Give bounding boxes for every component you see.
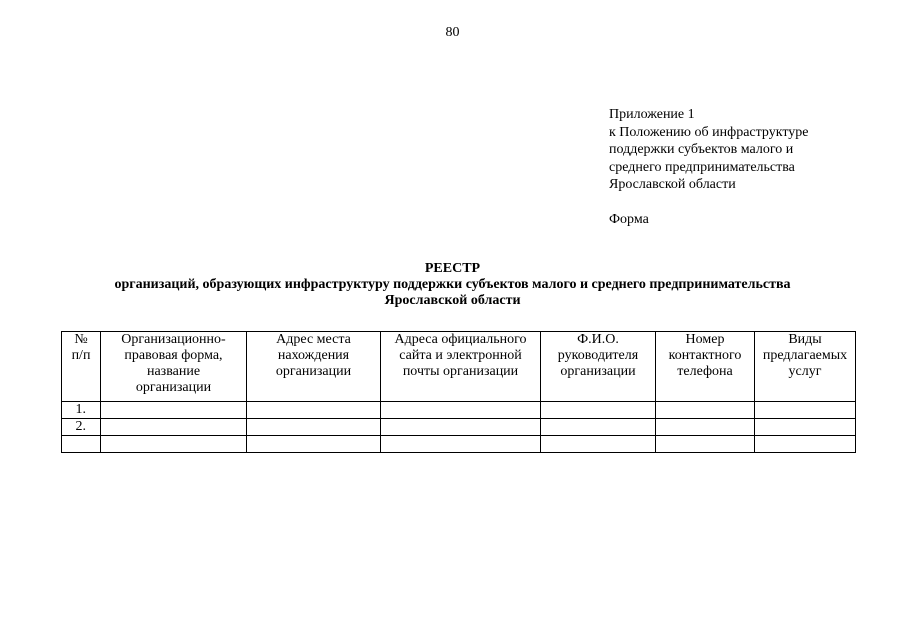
row-number-cell <box>62 436 101 453</box>
header-line: руководителя <box>557 348 639 363</box>
appendix-line: среднего предпринимательства <box>609 159 795 175</box>
title-heading: РЕЕСТР <box>424 261 481 276</box>
header-line: организации <box>275 364 352 379</box>
table-cell <box>247 436 381 453</box>
title-subtitle: организаций, образующих инфраструктуру поддержки субъектов малого и среднего предпринимательства <box>114 277 791 292</box>
title-region: Ярославской области <box>384 293 521 308</box>
header-address <box>247 332 381 402</box>
table-row <box>62 419 856 436</box>
header-line: телефона <box>677 364 733 379</box>
document-title <box>40 261 865 309</box>
header-director-name <box>541 332 656 402</box>
header-number <box>62 332 101 402</box>
table-cell <box>541 402 656 419</box>
header-line: Адрес места <box>276 332 351 347</box>
table-cell <box>381 436 541 453</box>
header-legal-form-name <box>101 332 247 402</box>
header-line: название <box>146 364 201 379</box>
table-cell <box>247 419 381 436</box>
page-number: 80 <box>445 25 460 40</box>
table-cell <box>247 402 381 419</box>
header-line: организации <box>135 380 212 395</box>
header-line: Виды <box>788 332 822 347</box>
header-line: п/п <box>71 348 91 363</box>
header-line: нахождения <box>277 348 350 363</box>
appendix-line: Приложение 1 <box>609 107 695 122</box>
table-cell <box>656 419 755 436</box>
table-row <box>62 436 856 453</box>
header-website-email <box>381 332 541 402</box>
header-line: предлагаемых <box>762 348 848 363</box>
appendix-line: к Положению об инфраструктуре <box>609 124 809 140</box>
header-line: почты организации <box>402 364 519 379</box>
table-cell <box>541 419 656 436</box>
header-line: № <box>74 332 88 347</box>
table-cell <box>656 436 755 453</box>
header-phone <box>656 332 755 402</box>
table-cell <box>755 402 856 419</box>
table-cell <box>755 436 856 453</box>
table-cell <box>656 402 755 419</box>
table-cell <box>541 436 656 453</box>
table-body <box>62 402 856 453</box>
form-label: Форма <box>609 212 649 227</box>
header-services <box>755 332 856 402</box>
appendix-line: Ярославской области <box>609 177 736 192</box>
appendix-line: поддержки субъектов малого и <box>609 142 794 157</box>
registry-table <box>61 331 856 453</box>
header-line: сайта и электронной <box>399 348 522 363</box>
header-line: Ф.И.О. <box>577 332 619 347</box>
row-number-cell: 1. <box>62 402 101 419</box>
table-header-row <box>62 332 856 402</box>
header-line: правовая форма, <box>124 348 223 363</box>
table-cell <box>381 419 541 436</box>
table-cell <box>101 436 247 453</box>
header-line: Адреса официального <box>394 332 527 347</box>
table-cell <box>101 419 247 436</box>
table-row <box>62 402 856 419</box>
table-cell <box>755 419 856 436</box>
header-line: Номер <box>685 332 725 347</box>
header-line: Организационно- <box>121 332 226 347</box>
header-line: услуг <box>788 364 822 379</box>
header-line: контактного <box>668 348 742 363</box>
header-line: организации <box>560 364 636 379</box>
table-cell <box>101 402 247 419</box>
table-cell <box>381 402 541 419</box>
row-number-cell: 2. <box>62 419 101 436</box>
appendix-note <box>609 106 889 194</box>
